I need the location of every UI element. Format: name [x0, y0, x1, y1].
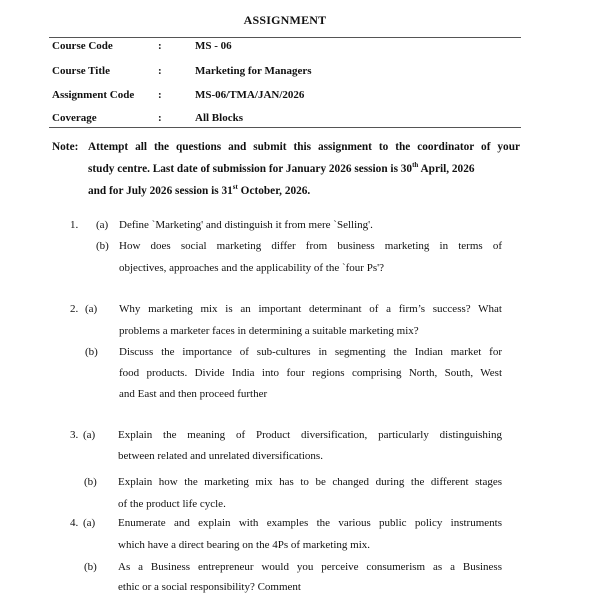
- part-label: (b): [85, 346, 98, 358]
- question-text: Explain the meaning of Product diversification, particularly distinguishing: [118, 429, 502, 441]
- meta-colon: :: [158, 89, 162, 101]
- page-title: ASSIGNMENT: [243, 13, 327, 27]
- question-number: 4.: [70, 517, 79, 529]
- question-text: How does social marketing differ from business marketing in terms of: [119, 240, 502, 252]
- question-text: between related and unrelated diversifications.: [118, 450, 323, 462]
- question-text: which have a direct bearing on the 4Ps of marketing mix.: [118, 539, 371, 551]
- question-text: Discuss the importance of sub-cultures in segmenting the Indian market for: [119, 346, 502, 358]
- meta-colon: :: [158, 40, 162, 52]
- question-text: Enumerate and explain with examples the various public policy instruments: [118, 517, 502, 529]
- question-text: objectives, approaches and the applicability of the `four Ps'?: [119, 262, 384, 274]
- meta-label: Course Title: [52, 65, 110, 77]
- meta-value: MS-06/TMA/JAN/2026: [195, 89, 305, 101]
- note-line: Attempt all the questions and submit this assignment to the coordinator of your: [88, 141, 520, 153]
- part-label: (b): [96, 240, 109, 252]
- meta-value: All Blocks: [195, 112, 243, 124]
- question-text: Define `Marketing' and distinguish it from mere `Selling'.: [119, 219, 373, 231]
- question-text: ethic or a social responsibility? Comment: [118, 581, 301, 593]
- question-text: food products. Divide India into four regions comprising North, South, West: [119, 367, 502, 379]
- meta-value: MS - 06: [195, 40, 232, 52]
- note-text: October, 2026.: [237, 185, 311, 197]
- question-text: of the product life cycle.: [118, 498, 226, 510]
- meta-value: Marketing for Managers: [195, 65, 312, 77]
- note-text: and for July 2026 session is 31: [88, 185, 233, 197]
- note-line: [88, 180, 310, 202]
- question-number: 1.: [70, 219, 79, 231]
- part-label: (a): [96, 219, 109, 231]
- part-label: (a): [83, 429, 96, 441]
- note-text: April, 2026: [418, 163, 475, 175]
- note-sup: st: [232, 183, 238, 192]
- part-label: (a): [83, 517, 96, 529]
- meta-label: Course Code: [52, 40, 113, 52]
- part-label: (a): [85, 303, 98, 315]
- note-line: [88, 158, 520, 180]
- note-text: study centre. Last date of submission for January 2026 session is 30: [88, 163, 413, 175]
- question-text: and East and then proceed further: [119, 388, 268, 400]
- meta-label: Assignment Code: [52, 89, 135, 101]
- question-text: problems a marketer faces in determining a suitable marketing mix?: [119, 325, 419, 337]
- question-text: Why marketing mix is an important determinant of a firm’s success? What: [119, 303, 502, 315]
- part-label: (b): [84, 476, 97, 488]
- part-label: (b): [84, 561, 97, 573]
- question-text: Explain how the marketing mix has to be changed during the different stages: [118, 476, 502, 488]
- note-label: Note:: [52, 141, 79, 153]
- question-number: 2.: [70, 303, 79, 315]
- bottom-rule: [49, 127, 521, 128]
- meta-label: Coverage: [52, 112, 97, 124]
- meta-colon: :: [158, 112, 162, 124]
- meta-colon: :: [158, 65, 162, 77]
- question-number: 3.: [70, 429, 79, 441]
- note-sup: th: [412, 161, 419, 170]
- question-text: As a Business entrepreneur would you perceive consumerism as a Business: [118, 561, 502, 573]
